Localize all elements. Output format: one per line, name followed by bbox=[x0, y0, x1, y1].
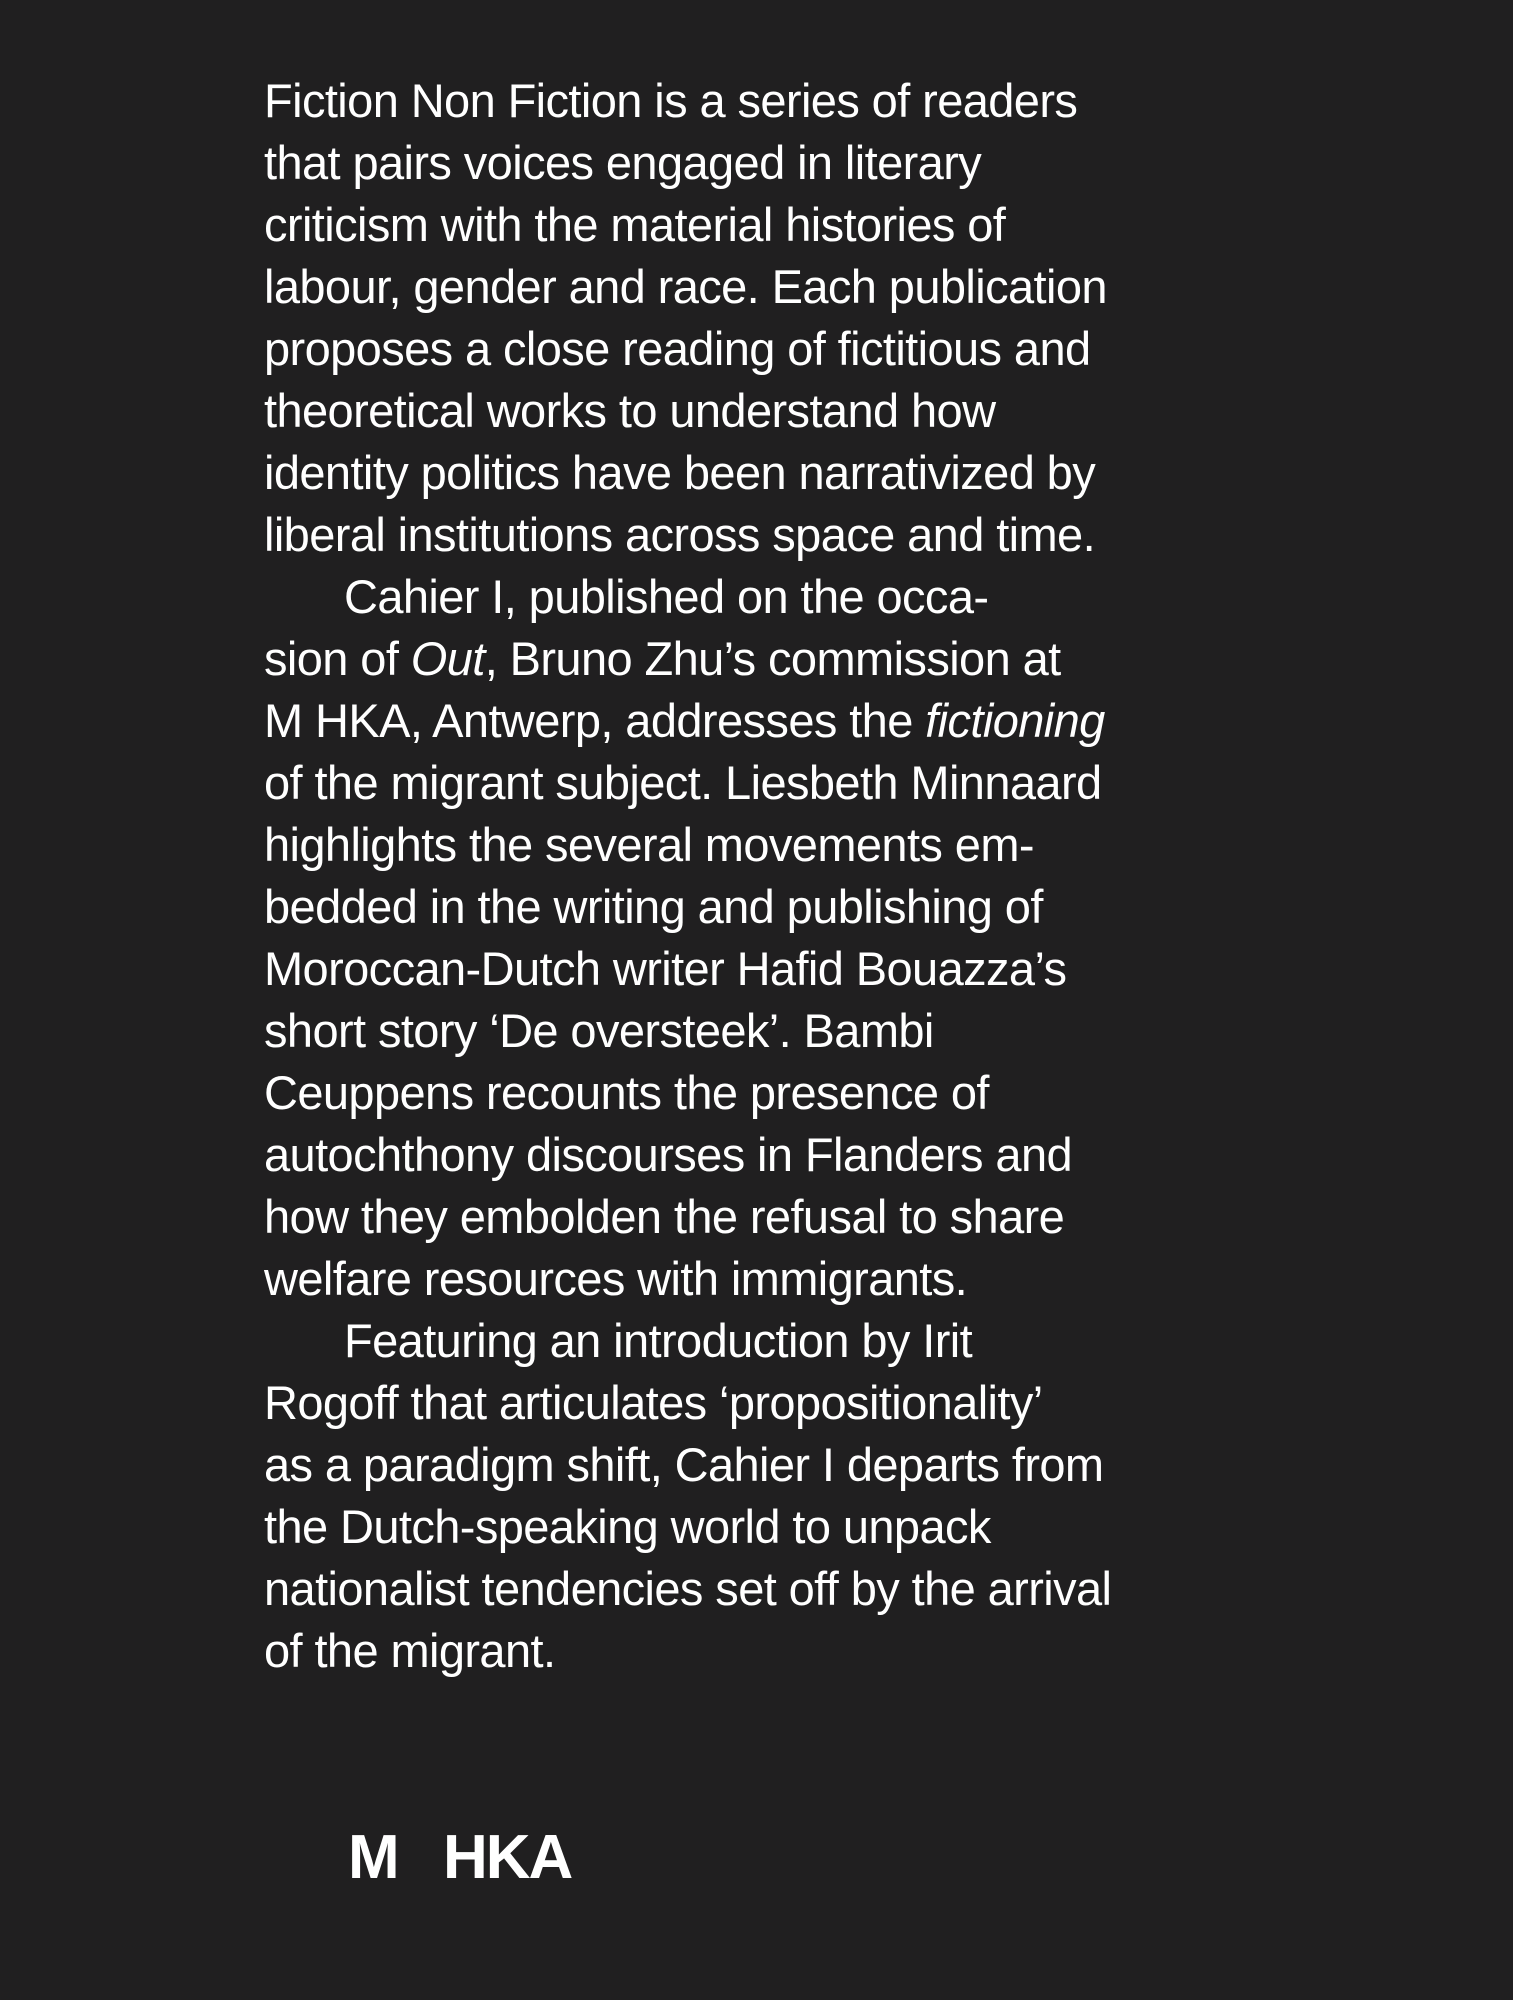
text-segment: short story ‘De oversteek’. Bambi bbox=[264, 1004, 934, 1057]
text-segment: the Dutch-speaking world to unpack bbox=[264, 1500, 991, 1553]
text-segment: Moroccan-Dutch writer Hafid Bouazza’s bbox=[264, 942, 1067, 995]
text-segment: nationalist tendencies set off by the arrival bbox=[264, 1562, 1112, 1615]
text-segment: sion of bbox=[264, 632, 411, 685]
text-segment: Cahier I, published on the occa- bbox=[344, 570, 989, 623]
text-segment: Rogoff that articulates ‘propositionality’ bbox=[264, 1376, 1043, 1429]
text-line bbox=[264, 1372, 1264, 1434]
text-line bbox=[264, 442, 1264, 504]
text-segment: labour, gender and race. Each publication bbox=[264, 260, 1107, 313]
text-line bbox=[264, 752, 1264, 814]
text-segment: as a paradigm shift, Cahier I departs from bbox=[264, 1438, 1104, 1491]
text-line bbox=[264, 1558, 1264, 1620]
text-line bbox=[264, 1062, 1264, 1124]
text-line bbox=[264, 1186, 1264, 1248]
text-segment: that pairs voices engaged in literary bbox=[264, 136, 982, 189]
italic-text: Out bbox=[410, 632, 485, 685]
text-line bbox=[264, 1620, 1264, 1682]
italic-text: fictioning bbox=[925, 694, 1105, 747]
text-line bbox=[264, 876, 1264, 938]
text-line bbox=[264, 256, 1264, 318]
text-segment: highlights the several movements em- bbox=[264, 818, 1034, 871]
text-segment: Featuring an introduction by Irit bbox=[344, 1314, 973, 1367]
text-line bbox=[264, 132, 1264, 194]
text-line bbox=[264, 628, 1264, 690]
text-segment: liberal institutions across space and time. bbox=[264, 508, 1096, 561]
text-segment: autochthony discourses in Flanders and bbox=[264, 1128, 1073, 1181]
text-segment: Ceuppens recounts the presence of bbox=[264, 1066, 989, 1119]
text-line bbox=[264, 1310, 1264, 1372]
text-line bbox=[264, 194, 1264, 256]
text-segment: proposes a close reading of fictitious and bbox=[264, 322, 1091, 375]
text-line bbox=[264, 1248, 1264, 1310]
description-text bbox=[264, 70, 1264, 1682]
text-segment: identity politics have been narrativized by bbox=[264, 446, 1096, 499]
text-line bbox=[264, 814, 1264, 876]
text-segment: bedded in the writing and publishing of bbox=[264, 880, 1043, 933]
text-line bbox=[264, 938, 1264, 1000]
text-line bbox=[264, 1124, 1264, 1186]
text-line bbox=[264, 1496, 1264, 1558]
text-segment: criticism with the material histories of bbox=[264, 198, 1006, 251]
text-line bbox=[264, 318, 1264, 380]
text-line bbox=[264, 70, 1264, 132]
logo-hka: HKA bbox=[443, 1823, 572, 1892]
text-line bbox=[264, 1434, 1264, 1496]
text-segment: , Bruno Zhu’s commission at bbox=[484, 632, 1061, 685]
text-segment: Fiction Non Fiction is a series of readers bbox=[264, 74, 1078, 127]
text-segment: theoretical works to understand how bbox=[264, 384, 996, 437]
text-segment: of the migrant subject. Liesbeth Minnaard bbox=[264, 756, 1102, 809]
text-line bbox=[264, 1000, 1264, 1062]
text-segment: M HKA, Antwerp, addresses the bbox=[264, 694, 926, 747]
text-line bbox=[264, 566, 1264, 628]
text-segment: how they embolden the refusal to share bbox=[264, 1190, 1065, 1243]
text-segment: welfare resources with immigrants. bbox=[264, 1252, 968, 1305]
text-segment: of the migrant. bbox=[264, 1624, 556, 1677]
text-line bbox=[264, 690, 1264, 752]
text-line bbox=[264, 504, 1264, 566]
text-line bbox=[264, 380, 1264, 442]
logo-m: M bbox=[348, 1823, 398, 1892]
